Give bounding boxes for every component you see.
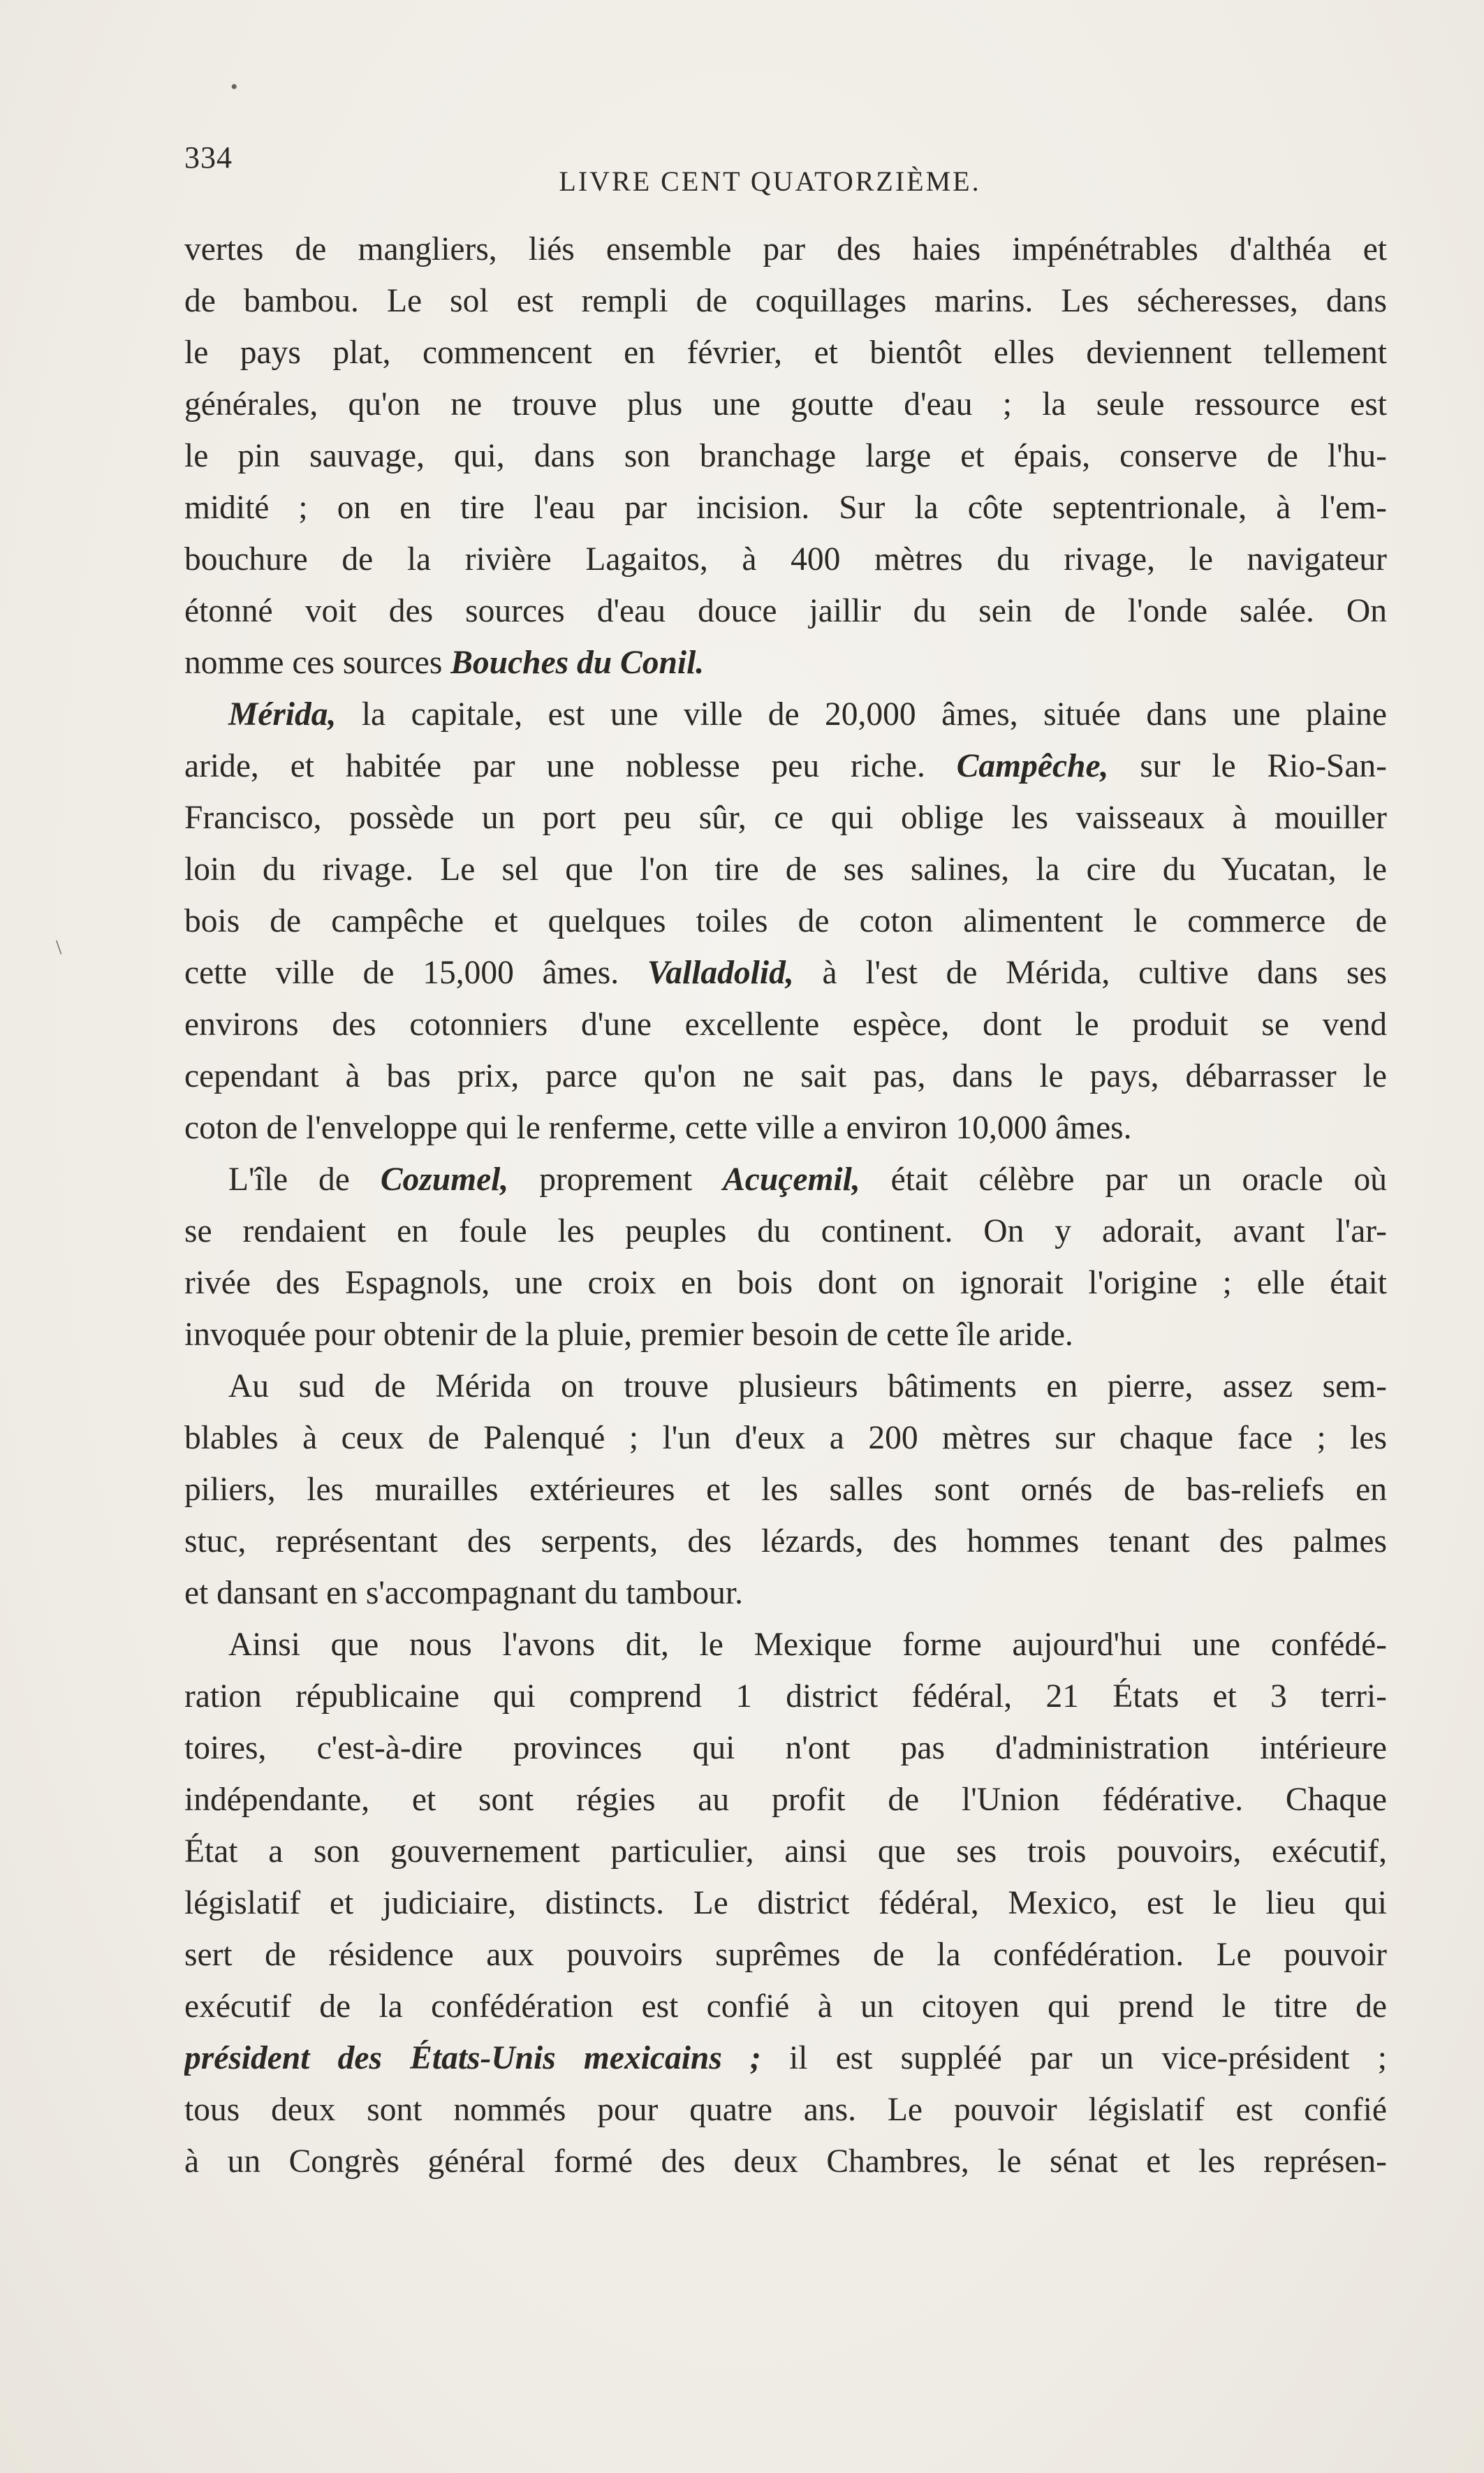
text-run: loin du rivage. Le sel que l'on tire de ses salines, la cire du Yucatan, le bbox=[184, 851, 1387, 888]
text-line bbox=[184, 1774, 1387, 1826]
text-line bbox=[184, 1050, 1387, 1102]
text-run: rivée des Espagnols, une croix en bois dont on ignorait l'origine ; elle était bbox=[184, 1265, 1387, 1301]
text-line bbox=[184, 1671, 1387, 1722]
text-run: générales, qu'on ne trouve plus une goutte d'eau ; la seule ressource est bbox=[184, 386, 1387, 423]
italic-text: Mérida, bbox=[228, 696, 337, 733]
text-line bbox=[184, 2084, 1387, 2136]
text-run: sert de résidence aux pouvoirs suprêmes de la confédération. Le pouvoir bbox=[184, 1937, 1387, 1973]
text-run: il est suppléé par un vice-président ; bbox=[761, 2040, 1387, 2076]
text-line bbox=[184, 1205, 1387, 1257]
text-line bbox=[184, 689, 1387, 740]
text-line bbox=[184, 740, 1387, 792]
text-run: Au sud de Mérida on trouve plusieurs bâtiments en pierre, assez sem- bbox=[228, 1368, 1387, 1404]
text-run: piliers, les murailles extérieures et les salles sont ornés de bas-reliefs en bbox=[184, 1472, 1387, 1508]
text-run: ration républicaine qui comprend 1 district fédéral, 21 États et 3 terri- bbox=[184, 1678, 1387, 1715]
italic-text: Campêche, bbox=[956, 748, 1109, 784]
text-run: législatif et judiciaire, distincts. Le district fédéral, Mexico, est le lieu qui bbox=[184, 1885, 1387, 1921]
text-line bbox=[184, 1102, 1387, 1154]
body-text bbox=[184, 223, 1387, 2187]
text-line bbox=[184, 1257, 1387, 1309]
text-line bbox=[184, 223, 1387, 275]
text-run: invoquée pour obtenir de la pluie, premier besoin de cette île aride. bbox=[184, 1316, 1073, 1353]
text-line bbox=[184, 1516, 1387, 1567]
text-line bbox=[184, 637, 1387, 689]
text-run: exécutif de la confédération est confié à un citoyen qui prend le titre de bbox=[184, 1988, 1387, 2025]
text-run: la capitale, est une ville de 20,000 âmes, située dans une plaine bbox=[336, 696, 1387, 733]
text-run: vertes de mangliers, liés ensemble par des haies impénétrables d'althéa et bbox=[184, 231, 1387, 267]
running-head: LIVRE CENT QUATORZIÈME. bbox=[559, 166, 981, 197]
text-line bbox=[184, 2032, 1387, 2084]
text-run: bois de campêche et quelques toiles de coton alimentent le commerce de bbox=[184, 903, 1387, 939]
text-line bbox=[184, 327, 1387, 379]
page-number: 334 bbox=[184, 140, 233, 175]
text-line bbox=[184, 2136, 1387, 2187]
text-run: le pays plat, commencent en février, et bientôt elles deviennent tellement bbox=[184, 335, 1387, 371]
text-run: se rendaient en foule les peuples du continent. On y adorait, avant l'ar- bbox=[184, 1213, 1387, 1249]
text-run: État a son gouvernement particulier, ainsi que ses trois pouvoirs, exécutif, bbox=[184, 1833, 1387, 1870]
text-line bbox=[184, 1929, 1387, 1981]
text-line bbox=[184, 947, 1387, 999]
text-line bbox=[184, 1877, 1387, 1929]
text-run: proprement bbox=[508, 1161, 723, 1198]
text-line bbox=[184, 1567, 1387, 1619]
text-run: bouchure de la rivière Lagaitos, à 400 mètres du rivage, le navigateur bbox=[184, 541, 1387, 578]
italic-text: Acuçemil, bbox=[723, 1161, 860, 1198]
text-line bbox=[184, 275, 1387, 327]
text-run: sur le Rio-San- bbox=[1108, 748, 1387, 784]
text-run: cependant à bas prix, parce qu'on ne sait pas, dans le pays, débarrasser le bbox=[184, 1058, 1387, 1094]
italic-text: Bouches du Conil. bbox=[450, 645, 705, 681]
text-line bbox=[184, 1464, 1387, 1516]
text-run: et dansant en s'accompagnant du tambour. bbox=[184, 1575, 743, 1611]
text-line bbox=[184, 792, 1387, 844]
italic-text: Cozumel, bbox=[380, 1161, 509, 1198]
text-run: coton de l'enveloppe qui le renferme, cette ville a environ 10,000 âmes. bbox=[184, 1110, 1132, 1146]
text-line bbox=[184, 1981, 1387, 2032]
text-line bbox=[184, 585, 1387, 637]
text-run: stuc, représentant des serpents, des lézards, des hommes tenant des palmes bbox=[184, 1523, 1387, 1560]
ink-speck: • bbox=[230, 75, 238, 98]
text-run: étonné voit des sources d'eau douce jaillir du sein de l'onde salée. On bbox=[184, 593, 1387, 629]
text-run: Francisco, possède un port peu sûr, ce qui oblige les vaisseaux à mouiller bbox=[184, 800, 1387, 836]
text-line bbox=[184, 1826, 1387, 1877]
italic-text: président des États-Unis mexicains ; bbox=[184, 2040, 761, 2076]
text-line bbox=[184, 1360, 1387, 1412]
text-line bbox=[184, 1619, 1387, 1671]
text-run: Ainsi que nous l'avons dit, le Mexique forme aujourd'hui une confédé- bbox=[228, 1627, 1387, 1663]
text-line bbox=[184, 534, 1387, 585]
text-line bbox=[184, 844, 1387, 895]
text-line bbox=[184, 379, 1387, 430]
text-line bbox=[184, 1309, 1387, 1360]
text-line bbox=[184, 430, 1387, 482]
text-line bbox=[184, 999, 1387, 1050]
text-run: était célèbre par un oracle où bbox=[860, 1161, 1387, 1198]
text-line bbox=[184, 895, 1387, 947]
text-run: nomme ces sources bbox=[184, 645, 451, 681]
text-run: blables à ceux de Palenqué ; l'un d'eux a 200 mètres sur chaque face ; les bbox=[184, 1420, 1387, 1456]
text-line bbox=[184, 1412, 1387, 1464]
text-run: à l'est de Mérida, cultive dans ses bbox=[793, 955, 1387, 991]
text-run: toires, c'est-à-dire provinces qui n'ont pas d'administration intérieure bbox=[184, 1730, 1387, 1766]
text-run: L'île de bbox=[228, 1161, 381, 1198]
text-run: aride, et habitée par une noblesse peu riche. bbox=[184, 748, 957, 784]
text-run: environs des cotonniers d'une excellente espèce, dont le produit se vend bbox=[184, 1006, 1387, 1043]
text-run: de bambou. Le sol est rempli de coquillages marins. Les sécheresses, dans bbox=[184, 283, 1387, 319]
text-line bbox=[184, 1722, 1387, 1774]
text-run: à un Congrès général formé des deux Chambres, le sénat et les représen- bbox=[184, 2143, 1387, 2180]
text-run: midité ; on en tire l'eau par incision. Sur la côte septentrionale, à l'em- bbox=[184, 490, 1387, 526]
text-line bbox=[184, 482, 1387, 534]
text-run: indépendante, et sont régies au profit de l'Union fédérative. Chaque bbox=[184, 1782, 1387, 1818]
margin-mark: \ bbox=[56, 936, 62, 959]
text-run: le pin sauvage, qui, dans son branchage large et épais, conserve de l'hu- bbox=[184, 438, 1387, 474]
text-line bbox=[184, 1154, 1387, 1205]
text-run: cette ville de 15,000 âmes. bbox=[184, 955, 647, 991]
italic-text: Valladolid, bbox=[647, 955, 794, 991]
text-run: tous deux sont nommés pour quatre ans. Le pouvoir législatif est confié bbox=[184, 2092, 1387, 2128]
